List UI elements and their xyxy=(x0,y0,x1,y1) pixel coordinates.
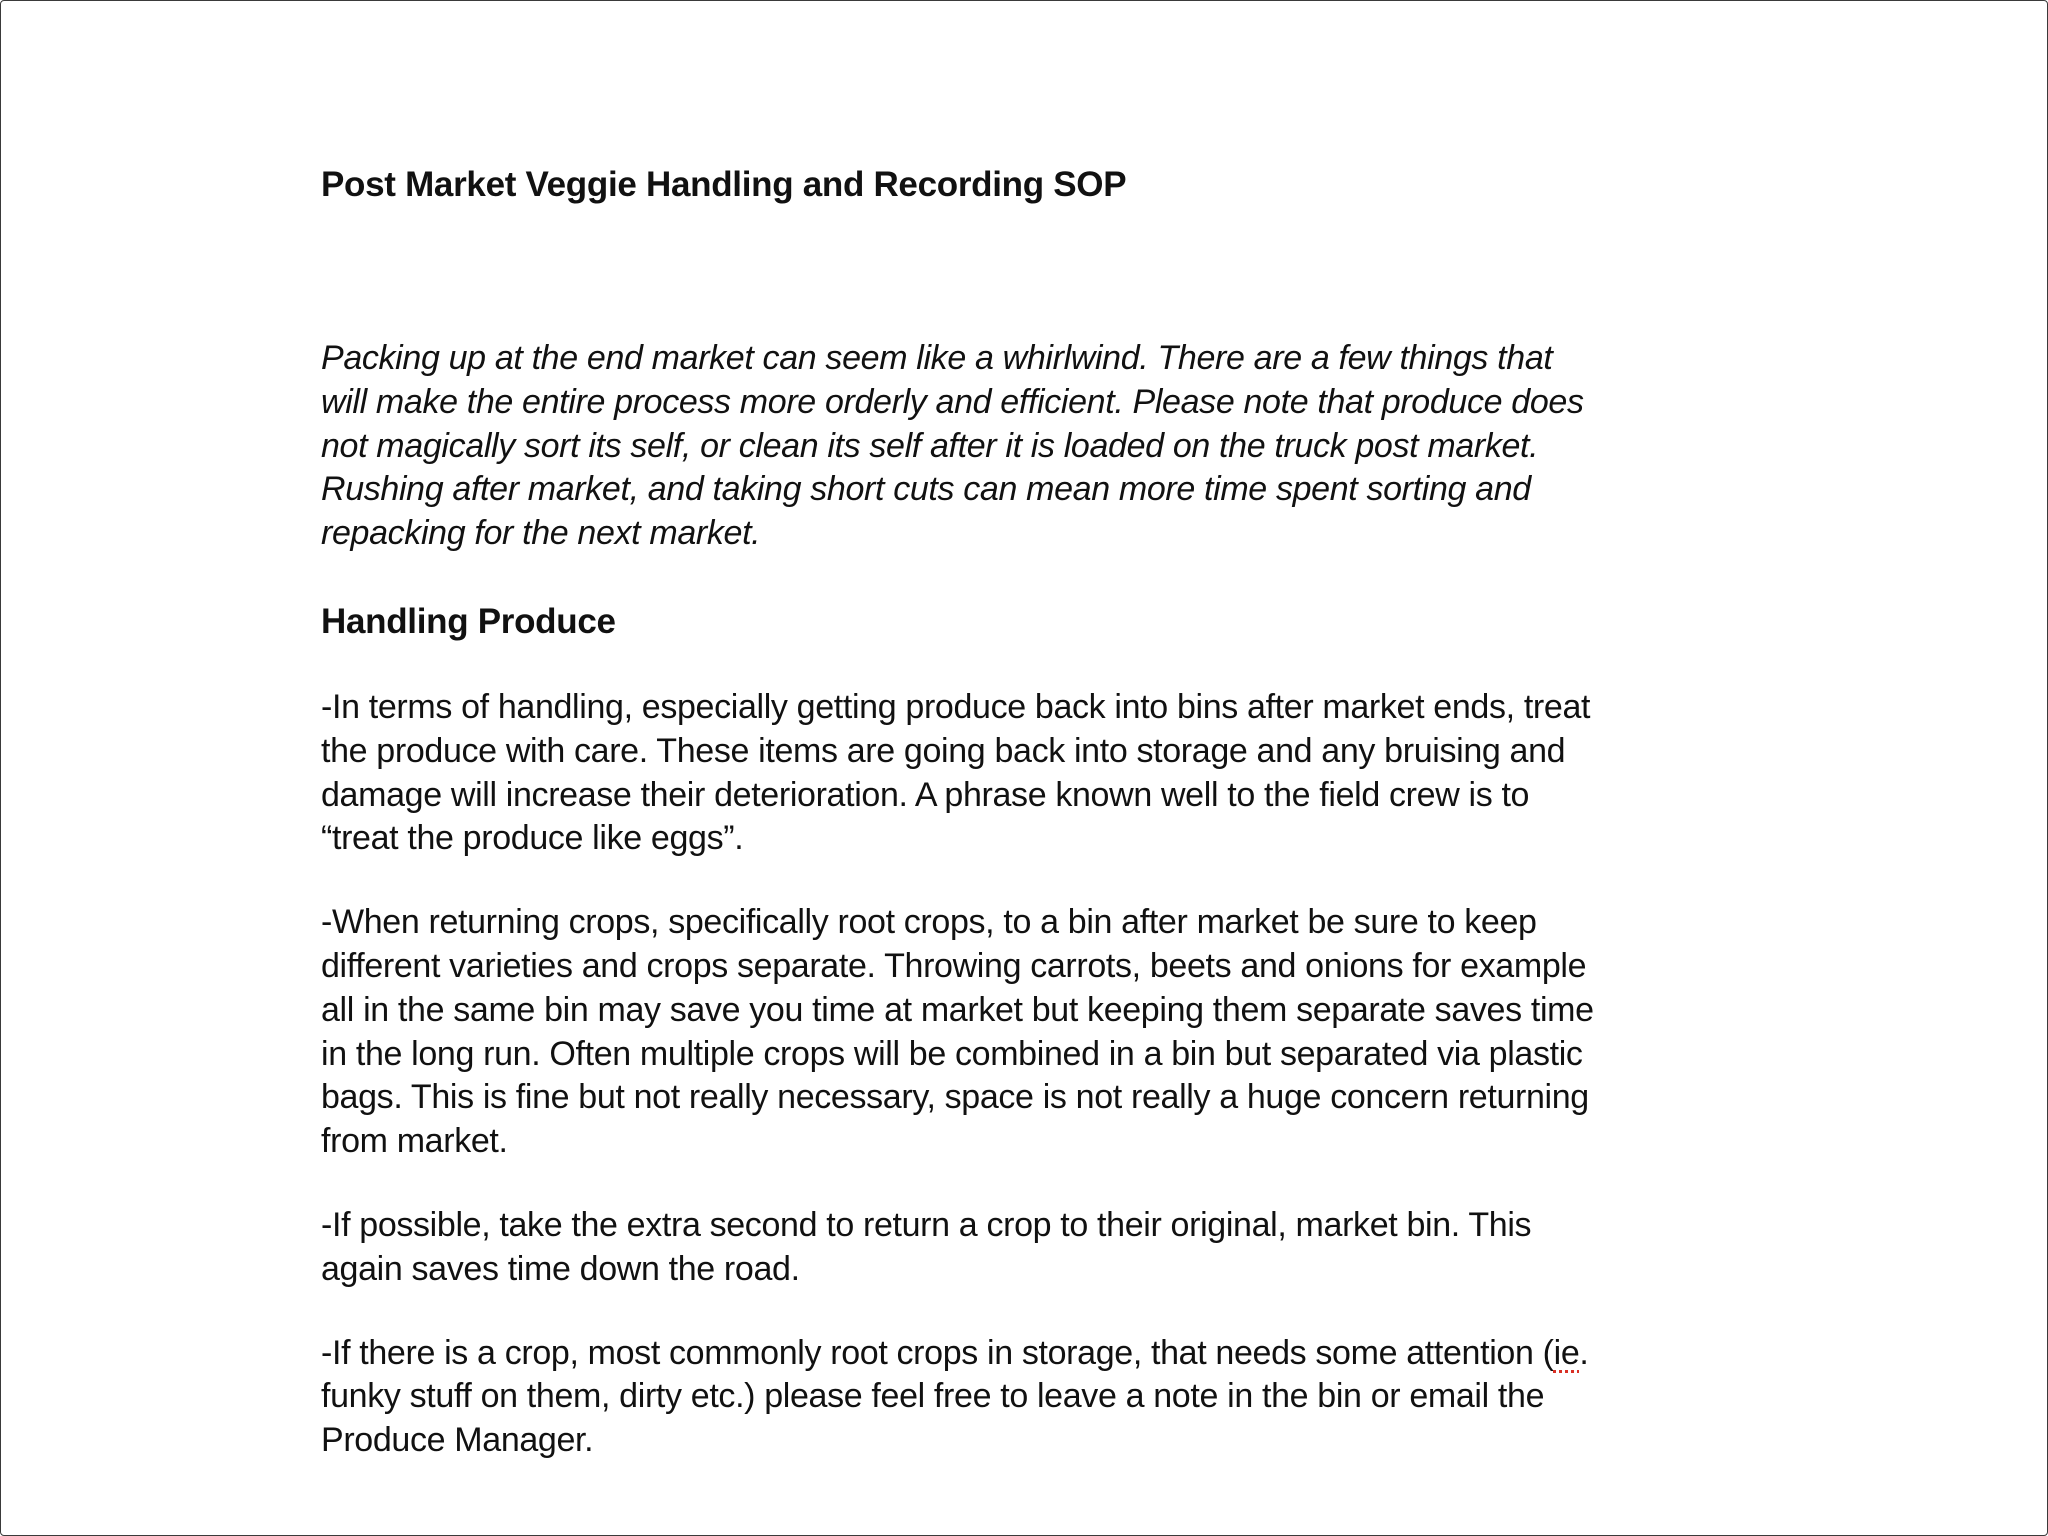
paragraph-line: in the long run. Often multiple crops will be combined in a bin but separated via plastic xyxy=(321,1034,1583,1073)
paragraph-line: bags. This is fine but not really necessary, space is not really a huge concern returning xyxy=(321,1078,1589,1117)
paragraph-line: funky stuff on them, dirty etc.) please feel free to leave a note in the bin or email the xyxy=(321,1377,1545,1416)
paragraph-line xyxy=(321,1332,1781,1376)
spellcheck-flagged-word[interactable]: ie xyxy=(1553,1333,1580,1372)
document-title: Post Market Veggie Handling and Recording SOP xyxy=(321,165,1127,204)
paragraph-line: “treat the produce like eggs”. xyxy=(321,819,744,858)
paragraph-line: -If possible, take the extra second to return a crop to their original, market bin. This xyxy=(321,1205,1532,1244)
intro-line: will make the entire process more orderly and efficient. Please note that produce does xyxy=(321,382,1584,421)
paragraph-line: the produce with care. These items are going back into storage and any bruising and xyxy=(321,731,1566,770)
paragraph-line: damage will increase their deterioration. A phrase known well to the field crew is to xyxy=(321,775,1530,814)
paragraph-line-start: -If there is a crop, most commonly root crops in storage, that needs some attention ( xyxy=(321,1333,1554,1372)
paragraph-line: from market. xyxy=(321,1122,508,1161)
handling-paragraph-1 xyxy=(321,686,1781,861)
section-heading: Handling Produce xyxy=(321,601,616,641)
paragraph-line-end: . xyxy=(1579,1333,1589,1372)
intro-line: Packing up at the end market can seem like a whirlwind. There are a few things that xyxy=(321,339,1553,377)
paragraph-line: -When returning crops, specifically root crops, to a bin after market be sure to keep xyxy=(321,903,1537,942)
handling-paragraph-4 xyxy=(321,1332,1781,1463)
intro-line: not magically sort its self, or clean its self after it is loaded on the truck post market. xyxy=(321,426,1539,465)
intro-line: repacking for the next market. xyxy=(321,514,761,553)
handling-paragraph-3 xyxy=(321,1204,1781,1292)
paragraph-line: all in the same bin may save you time at market but keeping them separate saves time xyxy=(321,990,1594,1029)
handling-paragraph-2 xyxy=(321,901,1781,1164)
document-page xyxy=(321,159,1781,1463)
intro-line: Rushing after market, and taking short cuts can mean more time spent sorting and xyxy=(321,470,1531,509)
paragraph-line: again saves time down the road. xyxy=(321,1249,800,1288)
paragraph-line: Produce Manager. xyxy=(321,1421,594,1460)
intro-paragraph xyxy=(321,337,1781,556)
paragraph-line: different varieties and crops separate. Throwing carrots, beets and onions for example xyxy=(321,946,1587,985)
paragraph-line: -In terms of handling, especially getting produce back into bins after market ends, treat xyxy=(321,687,1591,726)
